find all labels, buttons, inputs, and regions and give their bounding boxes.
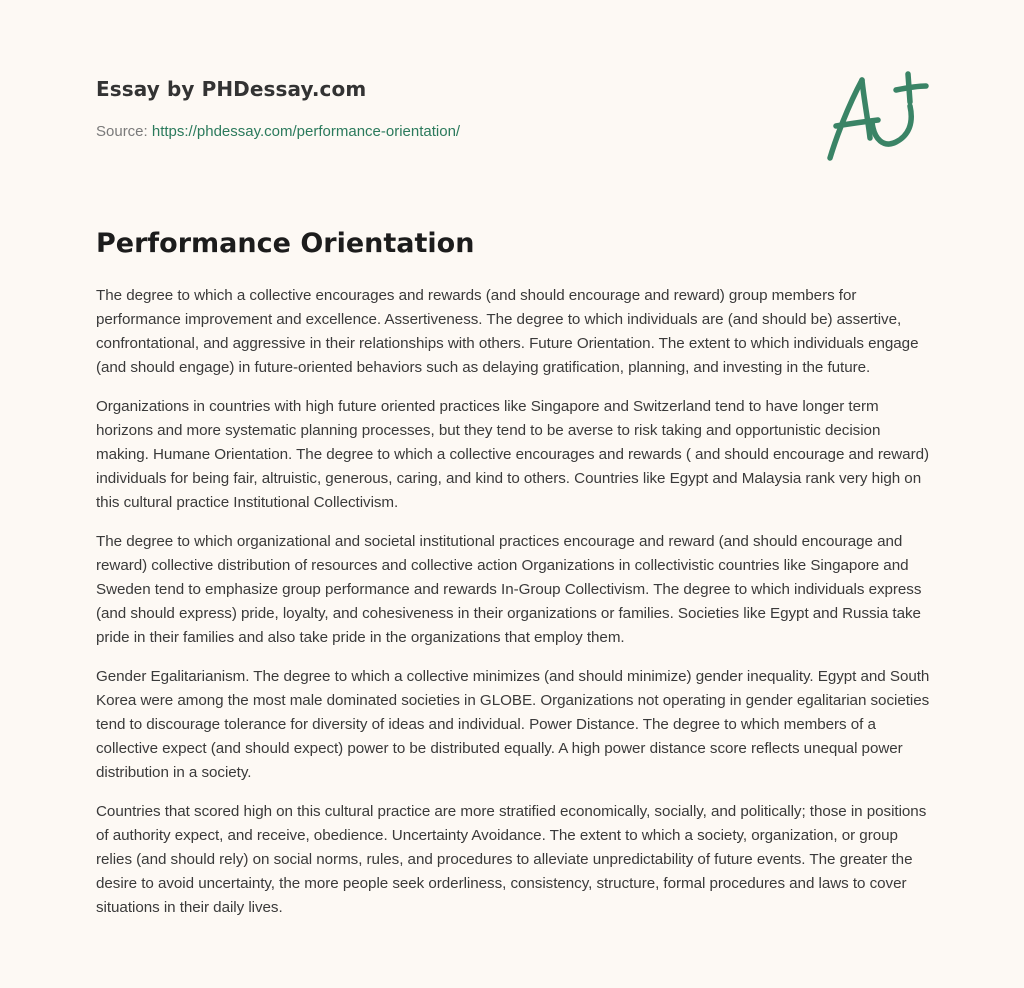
article-paragraph: The degree to which organizational and societal institutional practices encourage and reward (and should encourage and reward) collective distribution of resources and collective action Organizations in collectivistic countries like Singapore and Sweden tend to emphasize group performance and rewards In-Group Collectivism. The degree to which individuals express (and should express) pride, loyalty, and cohesiveness in their organizations or families. Societies like Egypt and Russia take pride in their families and also take pride in the organizations that employ them. [96, 533, 922, 646]
page-title: Performance Orientation [96, 228, 475, 259]
article-paragraph: Organizations in countries with high future oriented practices like Singapore and Switzerland tend to have longer term horizons and more systematic planning processes, but they tend to be averse to risk taking and opportunistic decision making. Humane Orientation. The degree to which a collective encourages and rewards ( and should encourage and reward) individuals for being fair, altruistic, generous, caring, and kind to others. Countries like Egypt and Malaysia rank very high on this cultural practice Institutional Collectivism. [96, 398, 929, 511]
site-title: Essay by PHDessay.com [96, 77, 367, 101]
article-paragraph: Countries that scored high on this cultural practice are more stratified economically, socially, and politically; those in positions of authority expect, and receive, obedience. Uncertainty Avoidance. The extent to which a society, organization, or group relies (and should rely) on social norms, rules, and procedures to alleviate unpredictability of future events. The greater the desire to avoid uncertainty, the more people seek orderliness, consistency, structure, formal procedures and laws to cover situations in their daily lives. [96, 803, 927, 916]
a-plus-grade-icon [822, 66, 930, 166]
article-paragraph: Gender Egalitarianism. The degree to which a collective minimizes (and should minimize) gender inequality. Egypt and South Korea were among the most male dominated societies in GLOBE. Organizations not operating in gender egalitarian societies tend to discourage tolerance for diversity of ideas and individual. Power Distance. The degree to which members of a collective expect (and should expect) power to be distributed equally. A high power distance score reflects unequal power distribution in a society. [96, 668, 930, 781]
source-line [96, 122, 796, 142]
article-paragraph: The degree to which a collective encourages and rewards (and should encourage and reward) group members for performance improvement and excellence. Assertiveness. The degree to which individuals are (and should be) assertive, confrontational, and aggressive in their relationships with others. Future Orientation. The extent to which individuals engage (and should engage) in future-oriented behaviors such as delaying gratification, planning, and investing in the future. [96, 287, 919, 376]
page-header [96, 74, 796, 142]
source-link[interactable]: https://phdessay.com/performance-orientation/ [151, 123, 461, 140]
article-body [96, 284, 932, 935]
source-label: Source: [96, 123, 152, 140]
